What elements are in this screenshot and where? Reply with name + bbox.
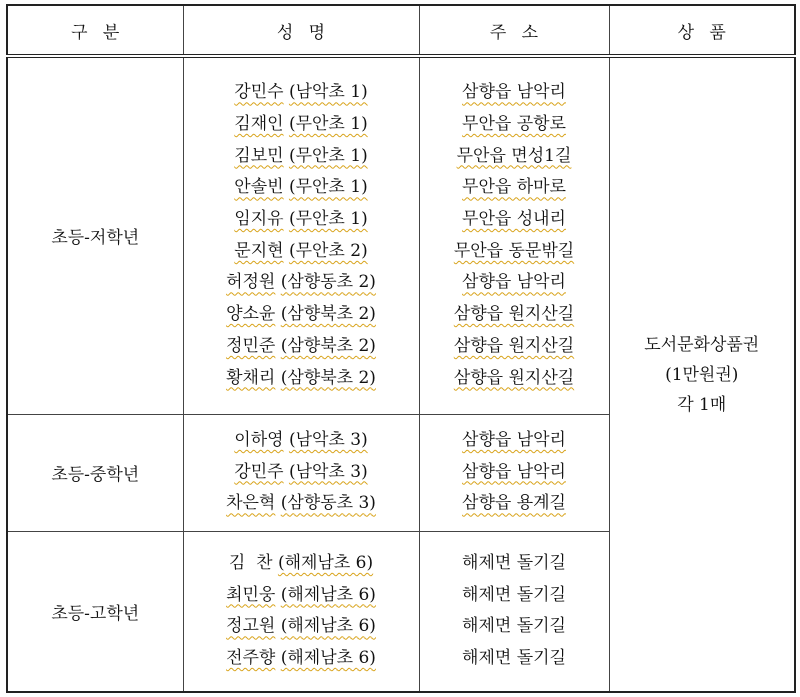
- list-item: 삼향읍 원지산길: [453, 304, 575, 325]
- list-item: [234, 172, 367, 204]
- entrant-name: 김보민: [234, 145, 284, 166]
- table-body: [7, 56, 795, 692]
- list-item: 삼향읍 남악리: [462, 461, 566, 482]
- list-item: 삼향읍 원지산길: [453, 367, 575, 388]
- names-cell-upper: [183, 531, 419, 692]
- entrant-name: 양소윤: [226, 304, 276, 325]
- header-category: 구분: [7, 5, 183, 56]
- school-label: (삼향북초 2): [280, 304, 376, 325]
- header-name: 성명: [183, 5, 419, 56]
- school-label: (삼향북초 2): [280, 335, 376, 356]
- school-label: (남악초 3): [288, 461, 368, 482]
- list-item: [234, 425, 367, 457]
- list-item: 무안읍 면성1길: [456, 145, 572, 166]
- list-item: [226, 267, 376, 299]
- list-item: 삼향읍 남악리: [462, 82, 566, 103]
- entrant-name: 정고원: [226, 616, 276, 637]
- list-item: 삼향읍 남악리: [462, 429, 566, 450]
- group-label-middle: 초등-중학년: [7, 414, 183, 531]
- list-item: [234, 236, 367, 268]
- prize-line: (1만원권): [665, 364, 739, 385]
- winners-table: [6, 4, 796, 693]
- prize-line: 각 1매: [677, 394, 727, 415]
- list-item: [226, 299, 376, 331]
- school-label: (무안초 1): [288, 209, 368, 230]
- entrant-name: 허정원: [226, 272, 276, 293]
- list-item: [234, 141, 367, 173]
- list-item: [226, 331, 376, 363]
- entrant-name: 문지현: [234, 240, 284, 261]
- entrant-name: 안솔빈: [234, 177, 284, 198]
- list-item: 무안읍 성내리: [462, 209, 566, 230]
- list-item: [234, 204, 367, 236]
- entrant-name: 강민주: [234, 461, 284, 482]
- entrant-name: 강민수: [234, 82, 284, 103]
- list-item: [226, 611, 376, 643]
- school-label: (무안초 2): [288, 240, 368, 261]
- entrant-name: 정민준: [226, 335, 276, 356]
- list-item: [226, 643, 376, 675]
- entrant-name: 황채리: [226, 367, 276, 388]
- list-item: [234, 109, 367, 141]
- entrant-name: 임지유: [234, 209, 284, 230]
- list-item: 해제면 돌기길: [462, 584, 566, 605]
- group-label-upper: 초등-고학년: [7, 531, 183, 692]
- names-cell-lower: [183, 56, 419, 414]
- table-row-group-lower: [7, 56, 795, 414]
- list-item: 무안읍 공항로: [462, 114, 566, 134]
- entrant-name: 김재인: [234, 114, 284, 134]
- list-item: 삼향읍 용계길: [462, 493, 566, 514]
- list-item: 무안읍 동문밖길: [453, 240, 575, 261]
- entrant-name: 이하영: [234, 429, 284, 450]
- list-item: 삼향읍 원지산길: [453, 335, 575, 356]
- header-prize: 상품: [609, 5, 795, 56]
- school-label: (해제남초 6): [277, 552, 374, 573]
- school-label: (남악초 1): [288, 82, 368, 103]
- list-item: [234, 457, 367, 489]
- list-item: [226, 363, 376, 395]
- entrant-name: 최민웅: [226, 584, 276, 605]
- school-label: (삼향동초 3): [280, 493, 376, 514]
- entrant-name: 전주향: [226, 647, 276, 668]
- school-label: (삼향동초 2): [280, 272, 376, 293]
- entrant-name: 차은혁: [226, 493, 276, 514]
- prize-cell: [609, 56, 795, 692]
- list-item: [226, 580, 376, 612]
- entrant-name: 김 찬: [228, 552, 273, 573]
- list-item: 무안읍 하마로: [462, 177, 566, 198]
- list-item: [229, 548, 373, 580]
- school-label: (남악초 3): [288, 429, 368, 450]
- list-item: 해제면 돌기길: [462, 647, 566, 668]
- address-cell-lower: [419, 56, 609, 414]
- header-address: 주소: [419, 5, 609, 56]
- school-label: (삼향북초 2): [280, 367, 376, 388]
- list-item: 해제면 돌기길: [462, 552, 566, 573]
- school-label: (해제남초 6): [280, 616, 376, 637]
- list-item: [234, 77, 367, 109]
- school-label: (해제남초 6): [280, 647, 376, 668]
- school-label: (무안초 1): [288, 177, 368, 198]
- list-item: 해제면 돌기길: [462, 616, 566, 637]
- group-label-lower: 초등-저학년: [7, 56, 183, 414]
- prize-line: 도서문화상품권: [644, 334, 760, 355]
- school-label: (해제남초 6): [280, 584, 376, 605]
- address-cell-upper: [419, 531, 609, 692]
- school-label: (무안초 1): [288, 145, 368, 166]
- table-header: [7, 5, 795, 56]
- school-label: (무안초 1): [288, 114, 368, 134]
- list-item: [226, 488, 376, 520]
- list-item: 삼향읍 남악리: [462, 272, 566, 293]
- names-cell-middle: [183, 414, 419, 531]
- address-cell-middle: [419, 414, 609, 531]
